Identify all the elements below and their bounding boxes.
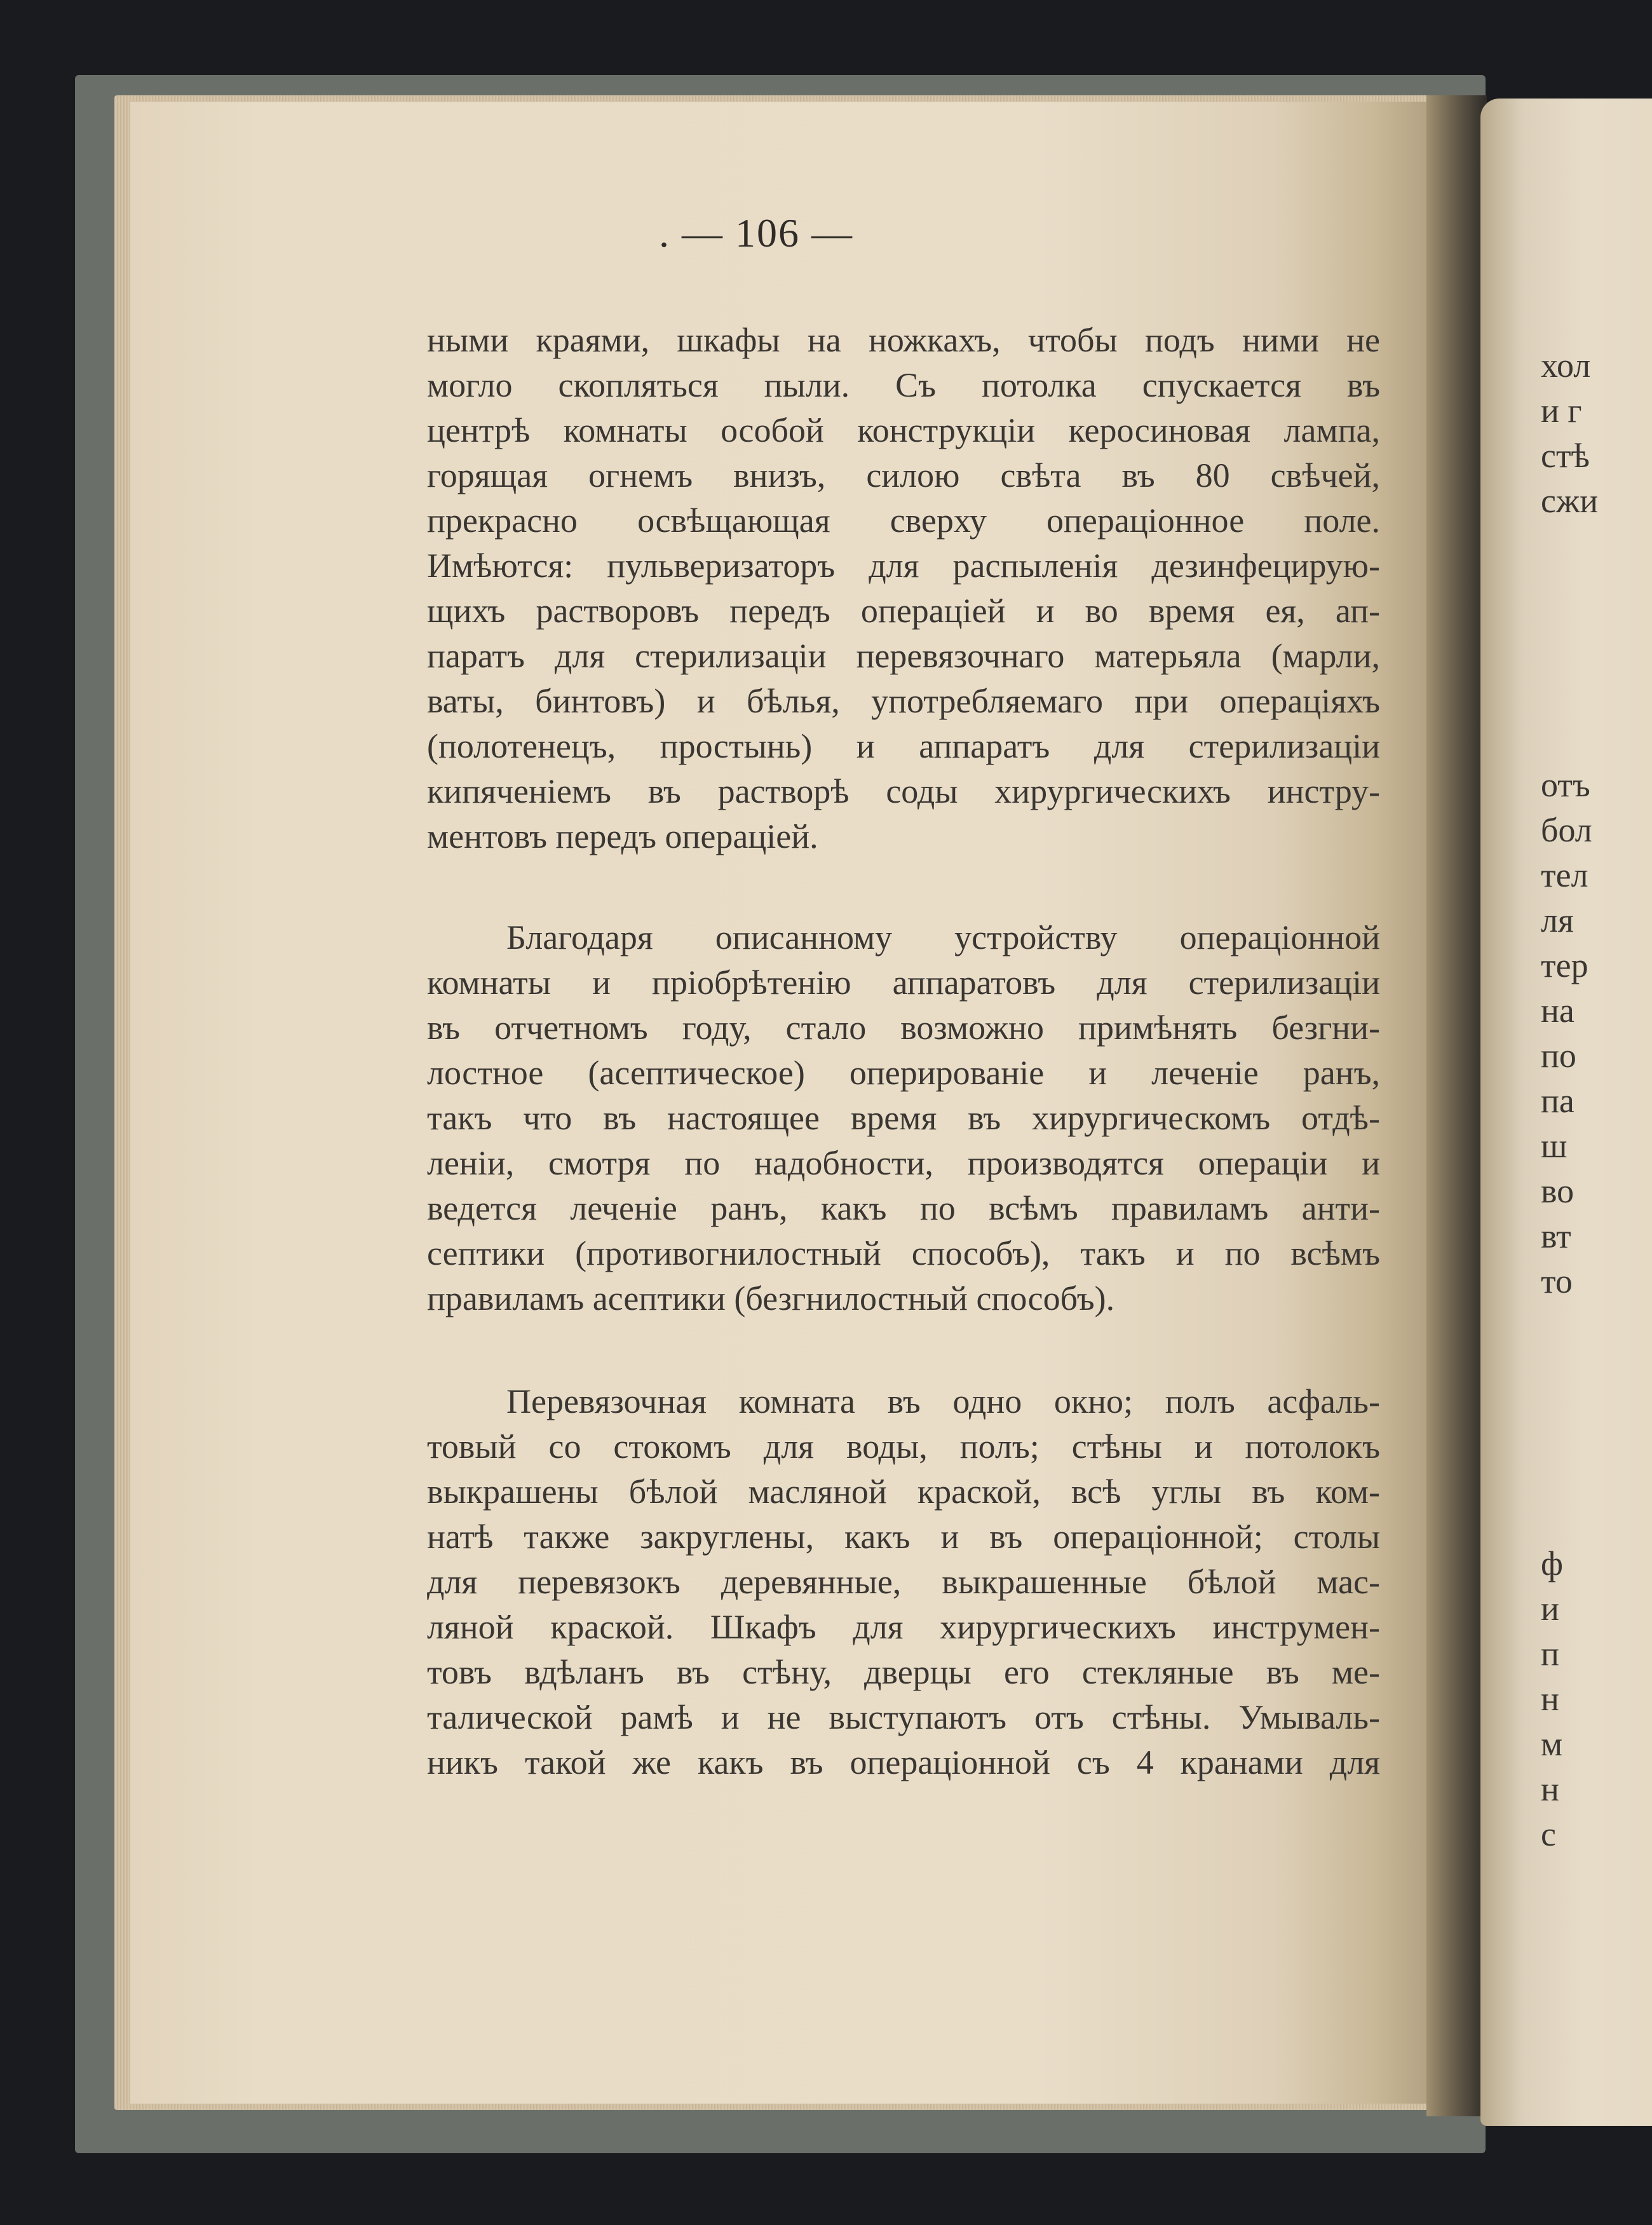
right-page-fragment: бол [1541, 811, 1592, 849]
right-page-fragment: па [1541, 1082, 1574, 1120]
book-gutter [1426, 95, 1487, 2116]
text-line: ваты, бинтовъ) и бѣлья, употребляемаго при операціяхъ [427, 682, 1380, 720]
text-line: ментовъ передъ операціей. [427, 817, 818, 855]
right-page-fragment: во [1541, 1172, 1574, 1210]
right-page-fragment: тер [1541, 946, 1588, 984]
right-page-fragment: стѣ [1541, 437, 1590, 475]
text-line: комнаты и пріобрѣтенію аппаратовъ для стерилизаціи [427, 963, 1380, 1002]
right-page-fragment: то [1541, 1262, 1573, 1300]
text-line: Перевязочная комната въ одно окно; полъ асфаль- [506, 1382, 1380, 1420]
text-line: ными краями, шкафы на ножкахъ, чтобы подъ ними не [427, 321, 1380, 359]
right-page-fragment: м [1541, 1725, 1563, 1763]
text-line: горящая огнемъ внизъ, силою свѣта въ 80 свѣчей, [427, 456, 1380, 494]
text-line: никъ такой же какъ въ операціонной съ 4 кранами для [427, 1743, 1380, 1781]
text-line: могло скопляться пыли. Съ потолка спускается въ [427, 366, 1380, 404]
text-line: ведется леченіе ранъ, какъ по всѣмъ правиламъ анти- [427, 1189, 1380, 1227]
right-page-fragment: вт [1541, 1217, 1571, 1255]
right-page-fragment: отъ [1541, 766, 1590, 804]
text-line: выкрашены бѣлой масляной краской, всѣ углы въ ком- [427, 1473, 1380, 1511]
text-line: талической рамѣ и не выступаютъ отъ стѣны. Умываль- [427, 1698, 1380, 1736]
text-line: прекрасно освѣщающая сверху операціонное поле. [427, 501, 1380, 540]
right-page-text [1480, 99, 1652, 2126]
text-line: Благодаря описанному устройству операціонной [506, 918, 1380, 956]
right-page-fragment: на [1541, 991, 1574, 1030]
text-line: въ отчетномъ году, стало возможно примѣнять безгни- [427, 1009, 1380, 1047]
text-line: товый со стокомъ для воды, полъ; стѣны и потолокъ [427, 1427, 1380, 1466]
text-line: натѣ также закруглены, какъ и въ операціонной; столы [427, 1518, 1380, 1556]
text-line: товъ вдѣланъ въ стѣну, дверцы его стекляные въ ме- [427, 1653, 1380, 1691]
text-line: ляной краской. Шкафъ для хирургическихъ инструмен- [427, 1608, 1380, 1646]
right-page-fragment: ф [1541, 1544, 1563, 1582]
text-line: Имѣются: пульверизаторъ для распыленія дезинфецирую- [427, 547, 1380, 585]
right-page-fragment: тел [1541, 856, 1588, 894]
right-page-fragment: хол [1541, 346, 1591, 384]
text-line: паратъ для стерилизаціи перевязочнаго матерьяла (марли, [427, 637, 1380, 675]
right-page-fragment: по [1541, 1037, 1576, 1075]
text-line: правиламъ асептики (безгнилостный способъ). [427, 1279, 1115, 1317]
text-line: такъ что въ настоящее время въ хирургическомъ отдѣ- [427, 1099, 1380, 1137]
text-line: септики (противогнилостный способъ), такъ и по всѣмъ [427, 1234, 1380, 1272]
right-page-fragment: п [1541, 1635, 1559, 1673]
page-number: . — 106 — [659, 210, 853, 255]
right-page-fragment: ля [1541, 901, 1574, 939]
right-page-fragment: н [1541, 1770, 1559, 1808]
text-line: кипяченіемъ въ растворѣ соды хирургическихъ инстру- [427, 772, 1380, 810]
text-line: (полотенецъ, простынь) и аппаратъ для стерилизаціи [427, 727, 1380, 765]
text-line: леніи, смотря по надобности, производятся операціи и [427, 1144, 1380, 1182]
text-line: лостное (асептическое) оперированіе и леченіе ранъ, [427, 1054, 1380, 1092]
text-line: щихъ растворовъ передъ операціей и во время ея, ап- [427, 592, 1380, 630]
right-page-fragment: сжи [1541, 482, 1599, 520]
right-page-fragment: н [1541, 1680, 1559, 1718]
right-page-fragment: и [1541, 1589, 1559, 1628]
text-line: центрѣ комнаты особой конструкціи керосиновая лампа, [427, 411, 1380, 449]
right-page-fragment: ш [1541, 1127, 1567, 1165]
right-page-fragment: с [1541, 1815, 1556, 1853]
right-page-fragment: и г [1541, 391, 1582, 430]
text-line: для перевязокъ деревянные, выкрашенные бѣлой мас- [427, 1563, 1380, 1601]
